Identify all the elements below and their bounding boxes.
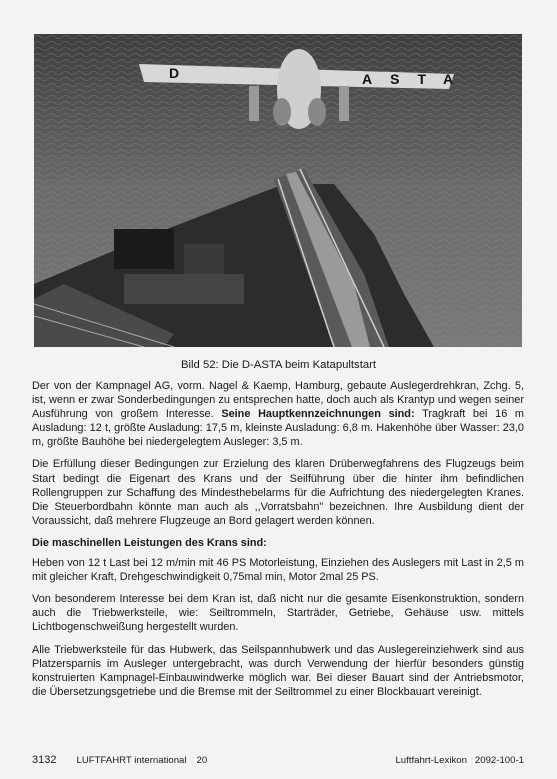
catapult-launch-photo-icon: [34, 34, 522, 347]
paragraph-3: Heben von 12 t Last bei 12 m/min mit 46 PS Motorleistung, Einziehen des Auslegers mit Last in 2,5 m mit gleicher Kraft, Drehgeschwindigkeit 0,75mal min, Motor 2mal 25 PS.: [32, 557, 524, 584]
lexicon-code: 2092-100-1: [474, 755, 524, 766]
paragraph-1-bold: Seine Hauptkennzeichnungen sind:: [221, 408, 415, 421]
paragraph-5: Alle Triebwerksteile für das Hubwerk, das Seilspannhubwerk und das Auslegereinziehwerk sind aus Platzersparnis im Ausleger untergebracht, was durch Verwendung der hierfür besonders günstig konstruierten Kampnagel-Einbauwindwerke möglich war. Bei dieser Bauart sind der Antriebsmotor, die Übersetzungsgetriebe und die Bremse mit der Seiltrommel zu einer Blockbauart vereinigt.: [32, 643, 524, 698]
magazine-number: 20: [196, 755, 208, 766]
registration-right: ASTA: [362, 71, 472, 87]
paragraph-1-text: Der von der Kampnagel AG, vorm. Nagel & Kaemp, Hamburg, gebaute Auslegerdrehkran, Zchg. 5, ist, wenn er zwar Sonderbedingungen zu entsprechen hatte, doch auch als Krantyp und wegen seiner Ausführung von großem Interesse.: [32, 380, 524, 421]
paragraph-4: Von besonderem Interesse bei dem Kran ist, daß nicht nur die gesamte Eisenkonstruktion, sondern auch die Triebwerksteile, wie: Seiltrommeln, Starträder, Getriebe, Gehäuse usw. mittels Lichtbogenschweißung hergestellt wurden.: [32, 593, 524, 634]
paragraph-1: [32, 379, 524, 449]
registration-left: D: [169, 65, 180, 81]
section-heading: Die maschinellen Leistungen des Krans sind:: [32, 536, 267, 549]
page-number: 3132: [32, 754, 57, 766]
magazine-info: [76, 755, 395, 766]
magazine-name: LUFTFAHRT international: [76, 755, 187, 766]
catapult-photo: [34, 34, 522, 347]
figure-caption: Bild 52: Die D-ASTA beim Katapultstart: [180, 359, 377, 371]
paragraph-1-text-2: Tragkraft bei 16 m Ausladung: 12 t, größte Ausladung: 17,5 m, kleinste Ausladung: 6,8 m. Hakenhöhe über Wasser: 23,0 m, größte Bauhöhe bei niedergelegtem Ausleger: 3,5 m.: [32, 408, 525, 449]
article-body: [32, 379, 524, 707]
lexicon-name: Luftfahrt-Lexikon: [395, 755, 467, 766]
paragraph-2: Die Erfüllung dieser Bedingungen zur Erzielung des klaren Drüberwegfahrens des Flugzeugs beim Start bedingt die Eigenart des Krans und der Seilführung über die hinter ihm befindlichen Rollengruppen zur Schaffung des Mindesthebelarms für die Aufrichtung des niedergelegten Kranes. Die Steuerbordbahn könnte man auch als ,,Vorratsbahn" bezeichnen. Ihre Ausbildung dient der Voraussicht, daß mehrere Flugzeuge an Bord gelagert werden können.: [32, 458, 524, 527]
page-footer: [32, 754, 524, 766]
